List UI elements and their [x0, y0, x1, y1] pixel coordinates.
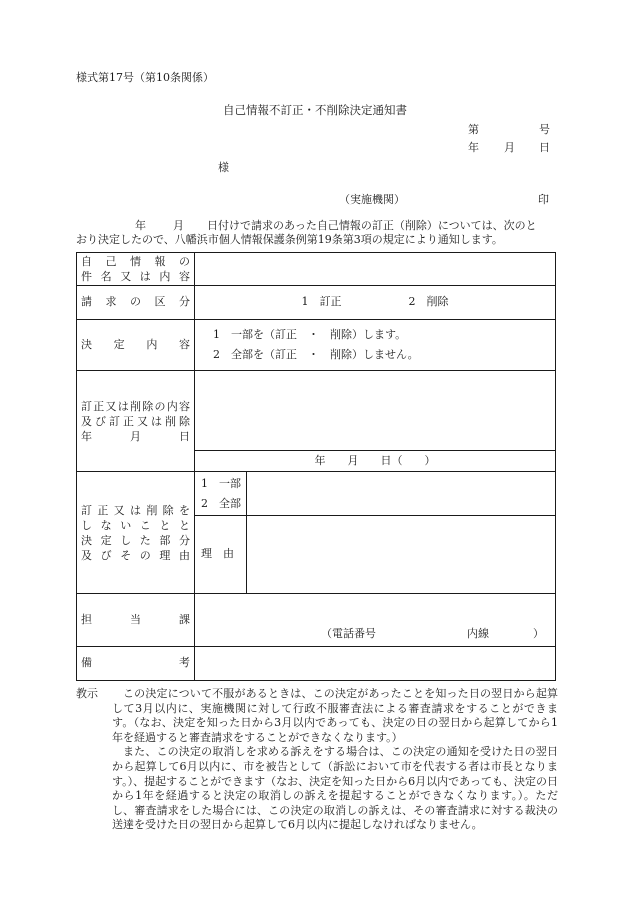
intro-line2: おり決定したので、八幡浜市個人情報保護条例第19条第3項の規定により通知します。 [76, 233, 503, 246]
request-type-label [77, 286, 195, 320]
table-row [77, 647, 556, 681]
correction-content-label-line2: 及び訂正又は削除 [81, 414, 190, 428]
part-option-full[interactable]: 2 全部 [201, 496, 241, 510]
part-option-partial[interactable]: 1 一部 [201, 476, 241, 490]
addressee-suffix: 様 [218, 161, 229, 174]
document-title: 自己情報不訂正・不削除決定通知書 [223, 103, 407, 117]
request-option-deletion[interactable]: 2 削除 [408, 295, 449, 309]
table-row [77, 286, 556, 320]
subject-label [77, 253, 195, 286]
instruction-notice [76, 687, 558, 833]
notice-paragraph-1: この決定について不服があるときは、この決定があったことを知った日の翌日から起算して3月以内に、実施機関に対して行政不服審査法による審査請求をすることができます。（なお、決定を知った日から3月以内であっても、決定の日の翌日から起算してから1年を経過すると審査請求をすることができなくなります。） [112, 687, 558, 744]
subject-label-line2: 件 名 又 は 内 容 [81, 270, 190, 283]
table-row [77, 371, 556, 451]
intro-year: 年 [135, 219, 146, 232]
department-label [77, 594, 195, 647]
decision-value [195, 320, 556, 371]
seal-mark: 印 [538, 193, 549, 206]
request-option-correction[interactable]: 1 訂正 [301, 295, 342, 309]
request-type-label-text: 請 求 の 区 分 [81, 295, 190, 309]
correction-content-label-line1: 訂正又は削除の内容 [81, 399, 190, 413]
reason-label [195, 516, 247, 594]
decision-option-partial[interactable]: 1 一部を（訂正 ・ 削除）します。 [213, 328, 407, 341]
request-type-value [195, 286, 556, 320]
department-value[interactable] [195, 594, 556, 647]
correction-date-text: 年 月 日（ ） [314, 453, 436, 467]
reason-label-text: 理 由 [201, 547, 234, 561]
decision-option-full[interactable]: 2 全部を（訂正 ・ 削除）しません。 [213, 348, 419, 361]
intro-line1: 日付けで請求のあった自己情報の訂正（削除）については、次のと [207, 219, 537, 232]
subject-label-line1: 自 己 情 報 の [81, 255, 190, 268]
date-day: 日 [539, 141, 550, 154]
document-number-label: 第 [468, 123, 479, 136]
phone-close: ） [533, 627, 544, 640]
phone-label: （電話番号 [321, 627, 376, 640]
subject-value[interactable] [195, 253, 556, 286]
correction-content-label-line3: 年 月 日 [81, 429, 190, 443]
table-row [77, 253, 556, 286]
notice-paragraph-2: また、この決定の取消しを求める訴えをする場合は、この決定の通知を受けた日の翌日から起算して6月以内に、市を被告として（訴訟において市を代表する者は市長となります。）、提起することができます（なお、決定を知った日から6月以内であっても、決定の日から1年を経過すると決定の取消しの訴えを提起することができなくなります。）。ただし、審査請求をした場合には、この決定の取消しの訴えは、その審査請求に対する裁決の送達を受けた日の翌日から起算して6月以内に提起しなければなりません。 [112, 745, 559, 832]
correction-date-value[interactable] [195, 451, 556, 472]
table-row [77, 594, 556, 647]
form-number: 様式第17号（第10条関係） [76, 71, 214, 84]
remarks-label [77, 647, 195, 681]
non-correction-label-line4: 及 び そ の 理 由 [81, 548, 190, 562]
non-correction-label-line1: 訂 正 又 は 削 除 を [81, 503, 190, 517]
table-row [77, 320, 556, 371]
date-month: 月 [504, 141, 515, 154]
decision-label [77, 320, 195, 371]
correction-content-label [77, 371, 195, 472]
remarks-label-text: 備 考 [81, 656, 190, 670]
department-label-text: 担 当 課 [81, 612, 190, 626]
document-number-suffix: 号 [539, 123, 550, 136]
decision-table [76, 252, 556, 681]
table-row [77, 472, 556, 516]
decision-label-text: 決 定 内 容 [81, 337, 190, 351]
date-year: 年 [468, 141, 479, 154]
intro-month: 月 [173, 219, 184, 232]
non-correction-label-line2: し な い こ と と [81, 518, 190, 532]
correction-content-value[interactable] [195, 371, 556, 451]
extension-label: 内線 [467, 627, 489, 640]
notice-heading: 教示 [76, 687, 98, 700]
reason-value[interactable] [247, 516, 556, 594]
part-selector [195, 472, 247, 516]
part-value[interactable] [247, 472, 556, 516]
non-correction-label [77, 472, 195, 594]
non-correction-label-line3: 決 定 し た 部 分 [81, 533, 190, 547]
agency-label: （実施機関） [339, 193, 405, 206]
remarks-value[interactable] [195, 647, 556, 681]
